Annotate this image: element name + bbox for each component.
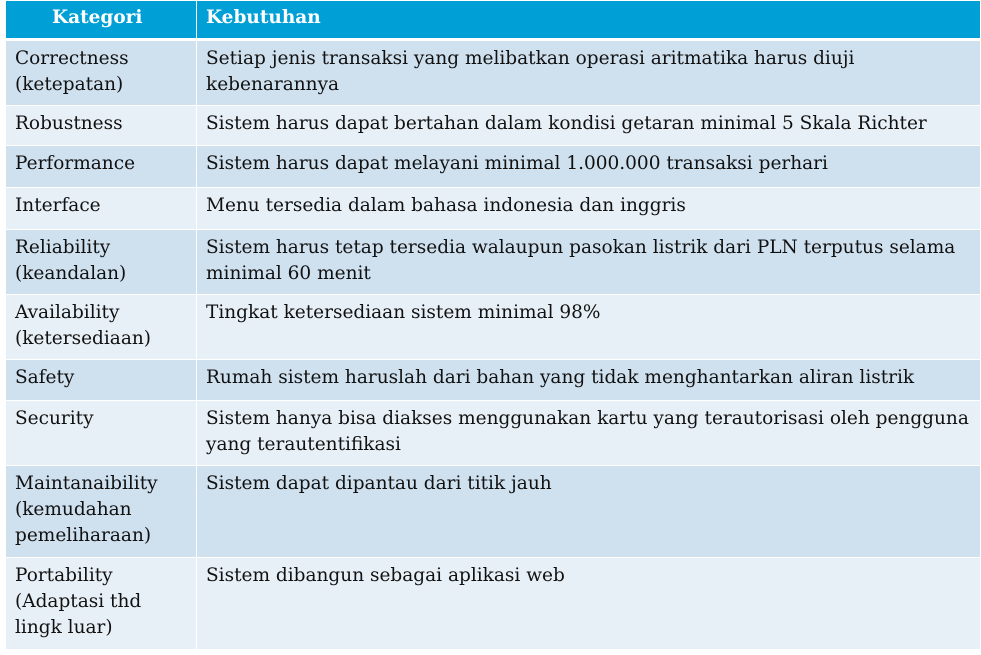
kebutuhan-cell: Tingkat ketersediaan sistem minimal 98% xyxy=(197,295,981,360)
kategori-cell: Interface xyxy=(6,188,197,230)
kebutuhan-cell: Rumah sistem haruslah dari bahan yang tidak menghantarkan aliran listrik xyxy=(197,360,981,401)
kategori-cell: Security xyxy=(6,401,197,466)
kategori-cell: Performance xyxy=(6,146,197,188)
header-kategori: Kategori xyxy=(6,1,197,40)
kategori-cell: Robustness xyxy=(6,106,197,146)
table-header-row xyxy=(6,1,981,40)
kebutuhan-cell: Sistem harus tetap tersedia walaupun pasokan listrik dari PLN terputus selama minimal 60 menit xyxy=(197,230,981,295)
table-row xyxy=(6,40,981,106)
requirements-table xyxy=(5,0,981,650)
header-kebutuhan: Kebutuhan xyxy=(197,1,981,40)
table-row xyxy=(6,466,981,558)
table-row xyxy=(6,230,981,295)
table-row xyxy=(6,558,981,650)
kebutuhan-cell: Sistem hanya bisa diakses menggunakan kartu yang terautorisasi oleh pengguna yang terautentifikasi xyxy=(197,401,981,466)
kebutuhan-cell: Sistem harus dapat melayani minimal 1.000.000 transaksi perhari xyxy=(197,146,981,188)
table-row xyxy=(6,401,981,466)
table-row xyxy=(6,146,981,188)
kategori-cell: Portability (Adaptasi thd lingk luar) xyxy=(6,558,197,650)
table-row xyxy=(6,188,981,230)
kategori-cell: Correctness (ketepatan) xyxy=(6,40,197,106)
table-row xyxy=(6,360,981,401)
kebutuhan-cell: Setiap jenis transaksi yang melibatkan operasi aritmatika harus diuji kebenarannya xyxy=(197,40,981,106)
kategori-cell: Availability (ketersediaan) xyxy=(6,295,197,360)
table-row xyxy=(6,106,981,146)
kebutuhan-cell: Sistem dibangun sebagai aplikasi web xyxy=(197,558,981,650)
kategori-cell: Maintanaibility (kemudahan pemeliharaan) xyxy=(6,466,197,558)
kebutuhan-cell: Sistem harus dapat bertahan dalam kondisi getaran minimal 5 Skala Richter xyxy=(197,106,981,146)
kategori-cell: Safety xyxy=(6,360,197,401)
kategori-cell: Reliability (keandalan) xyxy=(6,230,197,295)
kebutuhan-cell: Sistem dapat dipantau dari titik jauh xyxy=(197,466,981,558)
table-row xyxy=(6,295,981,360)
kebutuhan-cell: Menu tersedia dalam bahasa indonesia dan inggris xyxy=(197,188,981,230)
